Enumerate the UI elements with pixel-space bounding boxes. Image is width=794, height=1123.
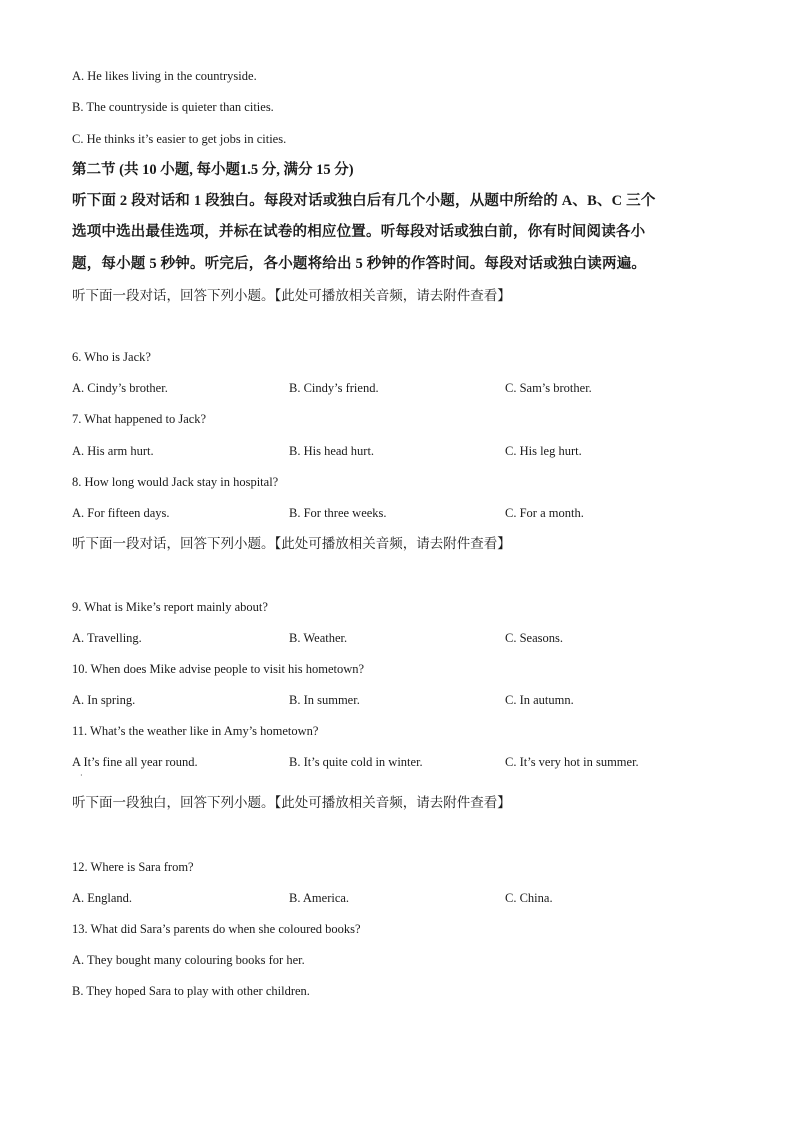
intro-option-a: A. He likes living in the countryside. — [72, 69, 257, 83]
q6-option-c: C. Sam’s brother. — [505, 381, 592, 395]
audio-note-1[interactable]: 听下面一段对话，回答下列小题。【此处可播放相关音频，请去附件查看】 — [72, 288, 511, 304]
q9-option-b: B. Weather. — [289, 631, 348, 645]
audio-note-2[interactable]: 听下面一段对话，回答下列小题。【此处可播放相关音频，请去附件查看】 — [72, 536, 511, 552]
q7-option-c: C. His leg hurt. — [505, 444, 582, 458]
q7-option-b: B. His head hurt. — [289, 444, 375, 458]
q11-option-a: A It’s fine all year round. — [72, 755, 198, 769]
q12-option-c: C. China. — [505, 891, 553, 905]
q13-option-b: B. They hoped Sara to play with other children. — [72, 984, 310, 998]
q8-option-a: A. For fifteen days. — [72, 506, 170, 520]
question-13: 13. What did Sara’s parents do when she coloured books? — [72, 922, 361, 936]
q10-option-b: B. In summer. — [289, 693, 360, 707]
q8-option-c: C. For a month. — [505, 506, 584, 520]
section-title: 第二节 (共 10 小题, 每小题1.5 分, 满分 15 分) — [72, 162, 354, 178]
stray-dot: · — [80, 771, 83, 780]
instructions-line-2: 选项中选出最佳选项，并标在试卷的相应位置。听每段对话或独白前，你有时间阅读各小 — [72, 224, 646, 240]
intro-option-c: C. He thinks it’s easier to get jobs in cities. — [72, 132, 287, 146]
q6-option-b: B. Cindy’s friend. — [289, 381, 379, 395]
q8-option-b: B. For three weeks. — [289, 506, 387, 520]
q11-option-c: C. It’s very hot in summer. — [505, 755, 639, 769]
q7-option-a: A. His arm hurt. — [72, 444, 154, 458]
question-6: 6. Who is Jack? — [72, 350, 151, 364]
question-7: 7. What happened to Jack? — [72, 412, 207, 426]
q12-option-a: A. England. — [72, 891, 133, 905]
q13-option-a: A. They bought many colouring books for her. — [72, 953, 305, 967]
instructions-line-1: 听下面 2 段对话和 1 段独白。每段对话或独白后有几个小题，从题中所给的 A、B、C 三个 — [72, 193, 656, 209]
question-11: 11. What’s the weather like in Amy’s hometown? — [72, 724, 319, 738]
question-10: 10. When does Mike advise people to visit his hometown? — [72, 662, 365, 676]
audio-note-3[interactable]: 听下面一段独白，回答下列小题。【此处可播放相关音频，请去附件查看】 — [72, 795, 511, 811]
q10-option-c: C. In autumn. — [505, 693, 574, 707]
instructions-line-3: 题，每小题 5 秒钟。听完后，各小题将给出 5 秒钟的作答时间。每段对话或独白读两遍。 — [72, 256, 647, 272]
q10-option-a: A. In spring. — [72, 693, 136, 707]
question-9: 9. What is Mike’s report mainly about? — [72, 600, 268, 614]
question-8: 8. How long would Jack stay in hospital? — [72, 475, 279, 489]
q6-option-a: A. Cindy’s brother. — [72, 381, 168, 395]
q9-option-a: A. Travelling. — [72, 631, 142, 645]
q11-option-b: B. It’s quite cold in winter. — [289, 755, 423, 769]
question-12: 12. Where is Sara from? — [72, 860, 194, 874]
intro-option-b: B. The countryside is quieter than cities. — [72, 100, 274, 114]
q9-option-c: C. Seasons. — [505, 631, 563, 645]
q12-option-b: B. America. — [289, 891, 350, 905]
